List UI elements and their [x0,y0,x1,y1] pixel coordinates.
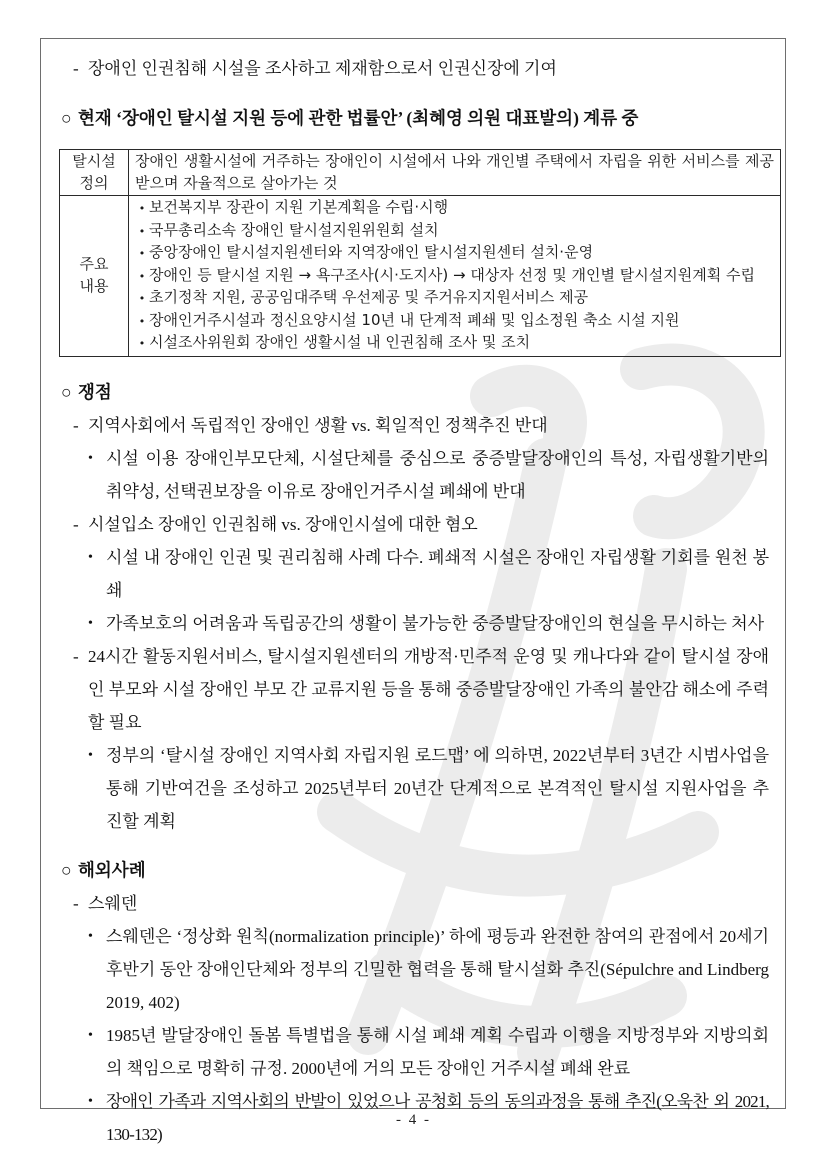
main-header-line2: 내용 [79,276,109,295]
bullet-marker: • [138,247,146,260]
circle-marker: ○ [61,859,72,880]
dash-marker: - [73,415,79,435]
table-bullet-text: 초기정착 지원, 공공임대주택 우선제공 및 주거유지지원서비스 제공 [149,288,589,306]
list-item-text: 스웨덴은 ‘정상화 원칙(normalization principle)’ 하에 평등과 완전한 참여의 관점에서 20세기 후반기 동안 장애인단체와 정부의 긴밀한 협력을 통해 탈시설화 추진(Sépulchre and Lindberg 2019, 402) [106,926,769,1012]
bill-heading [61,102,769,135]
dash-marker: - [73,893,79,913]
table-bullet-item [135,197,774,220]
bullet-marker: • [88,450,93,466]
bullet-marker: • [138,314,146,328]
list-item [88,1019,769,1085]
definition-cell [129,150,781,196]
issues-heading [61,376,769,409]
list-item-text: 가족보호의 어려움과 독립공간의 생활이 불가능한 중증발달장애인의 현실을 무시하는 처사 [106,613,765,633]
table-row-main-content [60,196,781,357]
issues-heading-text: 쟁점 [78,381,112,402]
bullet-marker: • [88,549,93,565]
circle-marker: ○ [61,108,72,128]
table-bullet-text: 장애인 등 탈시설 지원 → 욕구조사(시·도지사) → 대상자 선정 및 개인별 탈시설지원계획 수립 [149,265,755,284]
list-item [88,739,769,838]
definition-header-cell [60,150,129,196]
list-item-text: 1985년 발달장애인 돌봄 특별법을 통해 시설 폐쇄 계획 수립과 이행을 지방정부와 지방의회의 책임으로 명확히 규정. 2000년에 거의 모든 장애인 거주시설 폐쇄 완료 [106,1025,769,1078]
table-bullet-text: 국무총리소속 장애인 탈시설지원위원회 설치 [149,220,439,239]
list-item [73,508,769,541]
list-item [88,1085,769,1151]
table-row-definition [60,150,781,196]
page-number: - 4 - [396,1112,431,1128]
main-header-line1: 주요 [79,255,109,274]
list-item-text: 정부의 ‘탈시설 장애인 지역사회 자립지원 로드맵’ 에 의하면, 2022년부터 3년간 시범사업을 통해 기반여건을 조성하고 2025년부터 20년간 단계적으로 본격적인 탈시설 지원사업을 추진할 계획 [106,745,769,831]
overseas-heading [61,854,769,887]
intro-text: 장애인 인권침해 시설을 조사하고 제재함으로서 인권신장에 기여 [88,59,557,78]
table-bullet-item [135,242,774,265]
table-bullet-text: 시설조사위원회 장애인 생활시설 내 인권침해 조사 및 조치 [149,333,531,351]
table-bullet-text: 보건복지부 장관이 지원 기본계획을 수립·시행 [149,198,449,216]
table-bullet-item [135,287,774,310]
list-item-text: 시설 내 장애인 인권 및 권리침해 사례 다수. 폐쇄적 시설은 장애인 자립생활 기회를 원천 봉쇄 [106,547,769,600]
list-item-text: 시설 이용 장애인부모단체, 시설단체를 중심으로 중증발달장애인의 특성, 자립생활기반의 취약성, 선택권보장을 이유로 장애인거주시설 폐쇄에 반대 [106,448,769,501]
intro-item [73,52,769,85]
bill-table [59,149,781,357]
overseas-heading-text: 해외사례 [78,859,146,880]
list-item-text: 시설입소 장애인 인권침해 vs. 장애인시설에 대한 혐오 [88,514,478,534]
bullet-marker: • [88,615,93,631]
list-item [73,640,769,739]
bullet-marker: • [88,747,93,763]
bill-heading-text: 현재 ‘장애인 탈시설 지원 등에 관한 법률안’ (최혜영 의원 대표발의) 계류 중 [78,108,639,128]
list-item [88,442,769,508]
bullet-marker: • [138,202,146,215]
bullet-marker: • [88,1093,93,1109]
main-content-cell [129,196,781,357]
bullet-marker: • [138,292,146,305]
circle-marker: ○ [61,381,72,402]
definition-header-line2: 정의 [79,173,109,192]
document-content [41,39,785,1151]
dash-marker: - [73,59,79,78]
bullet-marker: • [88,1027,93,1043]
table-bullet-item [135,310,774,333]
main-header-cell [60,196,129,357]
list-item [88,607,769,640]
table-bullet-text: 중앙장애인 탈시설지원센터와 지역장애인 탈시설지원센터 설치·운영 [149,243,594,261]
list-item [88,541,769,607]
list-item-text: 지역사회에서 독립적인 장애인 생활 vs. 획일적인 정책추진 반대 [88,415,548,435]
table-bullet-text: 장애인거주시설과 정신요양시설 10년 내 단계적 폐쇄 및 입소정원 축소 시설 지원 [149,310,680,329]
document-border-box [40,38,786,1144]
bullet-marker: • [138,337,146,350]
list-item [73,409,769,442]
definition-text: 장애인 생활시설에 거주하는 장애인이 시설에서 나와 개인별 주택에서 자립을 위한 서비스를 제공받으며 자율적으로 살아가는 것 [135,152,774,192]
list-item-text: 스웨덴 [88,893,138,913]
list-item-text: 장애인 가족과 지역사회의 반발이 있었으나 공청회 등의 동의과정을 통해 추진(오욱찬 외 2021, 130-132) [106,1091,769,1144]
bullet-marker: • [138,224,146,238]
list-item [88,920,769,1019]
dash-marker: - [73,646,79,666]
list-item-text: 24시간 활동지원서비스, 탈시설지원센터의 개방적·민주적 운영 및 캐나다와 같이 탈시설 장애인 부모와 시설 장애인 부모 간 교류지원 등을 통해 중증발달장애인 가족의 불안감 해소에 주력할 필요 [88,646,769,732]
table-bullet-item [135,220,774,243]
dash-marker: - [73,514,79,534]
bullet-marker: • [138,269,146,283]
table-bullet-item [135,265,774,288]
bullet-marker: • [88,928,93,944]
list-item [73,887,769,920]
table-bullet-item [135,332,774,355]
definition-header-line1: 탈시설 [72,152,116,170]
